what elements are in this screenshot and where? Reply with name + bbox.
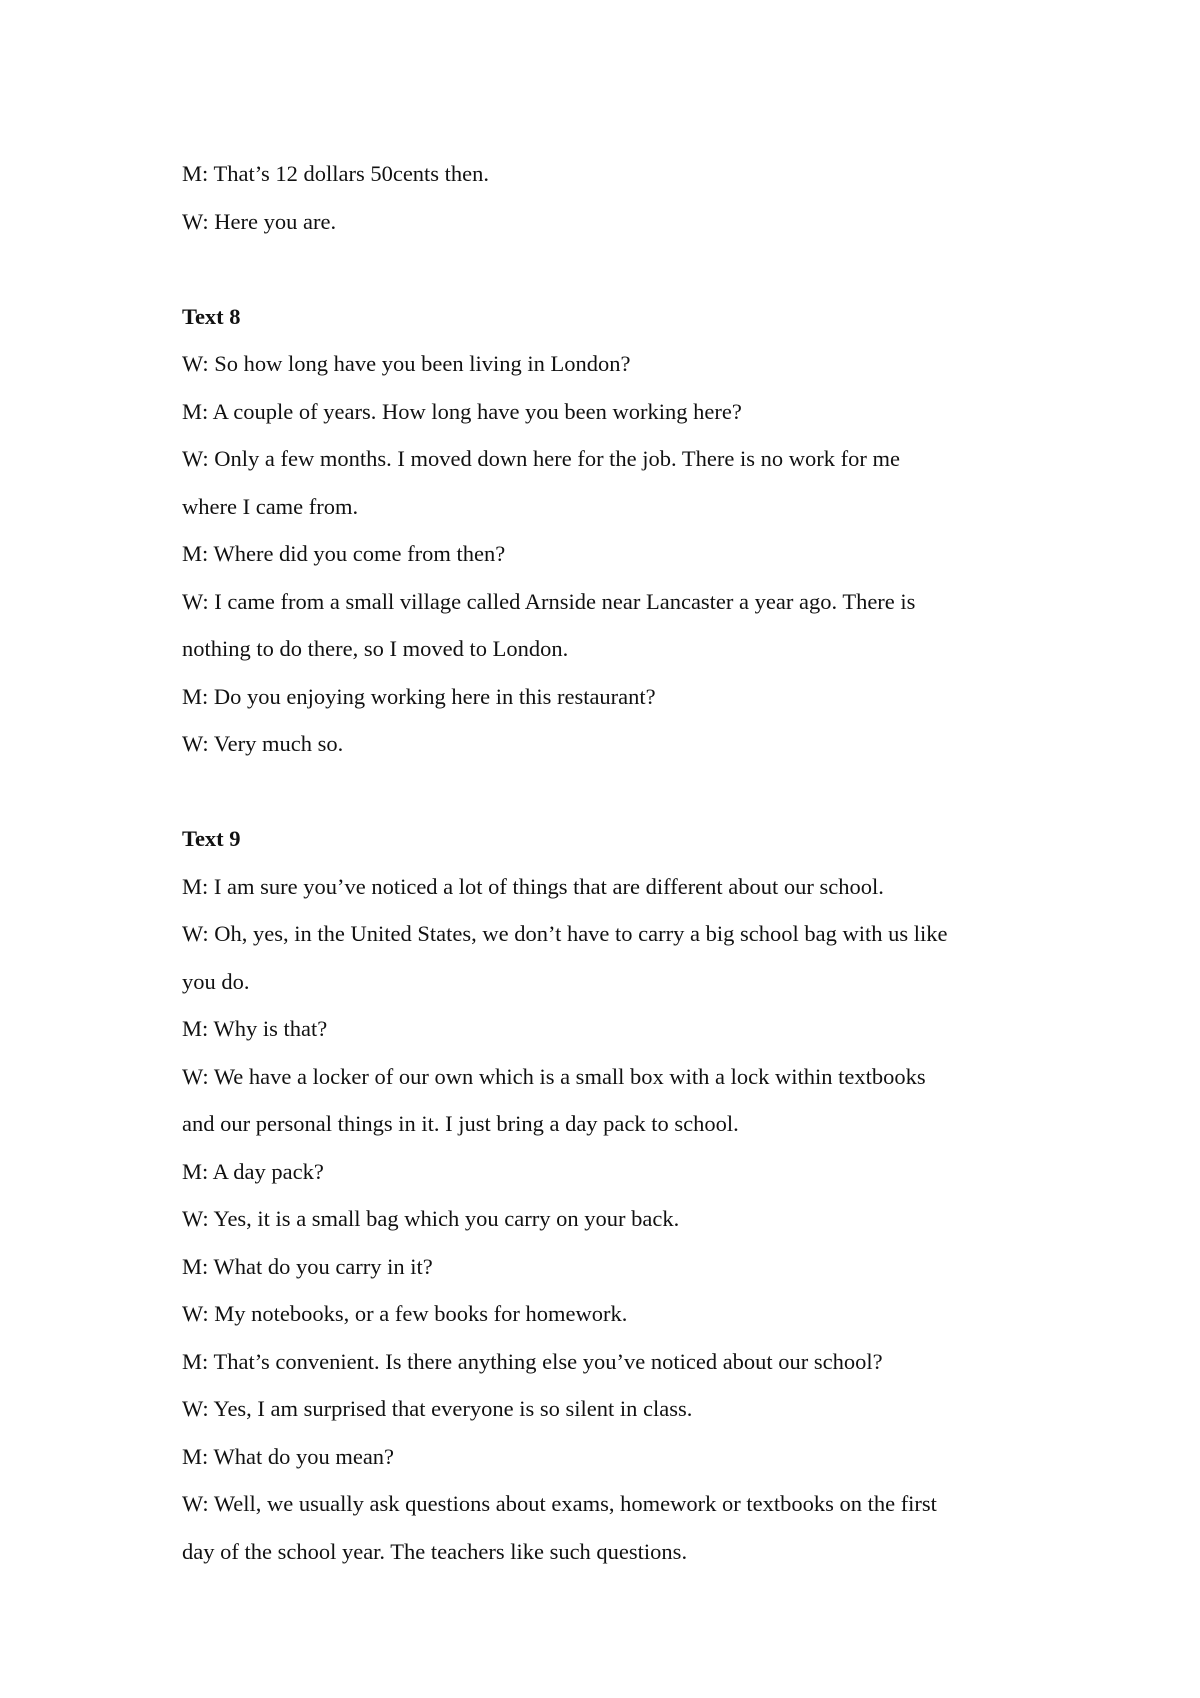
dialogue-line: W: Only a few months. I moved down here for the job. There is no work for me (182, 446, 900, 471)
section-spacer (182, 245, 1032, 293)
dialogue-line: W: Yes, it is a small bag which you carry on your back. (182, 1206, 680, 1231)
dialogue-line: W: Well, we usually ask questions about exams, homework or textbooks on the first (182, 1491, 937, 1516)
dialogue-line: where I came from. (182, 493, 359, 519)
dialogue-line: W: My notebooks, or a few books for homework. (182, 1301, 628, 1326)
transcript-body (182, 150, 1032, 1575)
dialogue-line: M: What do you mean? (182, 1443, 395, 1469)
dialogue-line: nothing to do there, so I moved to London. (182, 636, 569, 661)
dialogue-line: W: Yes, I am surprised that everyone is so silent in class. (182, 1396, 693, 1421)
dialogue-line: W: So how long have you been living in London? (182, 351, 631, 376)
dialogue-line: W: Here you are. (182, 208, 337, 234)
dialogue-line: M: Why is that? (182, 1016, 328, 1041)
dialogue-line: M: A day pack? (182, 1158, 324, 1184)
dialogue-line: M: That’s 12 dollars 50cents then. (182, 161, 490, 186)
section-heading-text-8: Text 8 (182, 303, 241, 329)
dialogue-line: day of the school year. The teachers like such questions. (182, 1538, 688, 1564)
dialogue-line: and our personal things in it. I just bring a day pack to school. (182, 1111, 739, 1136)
dialogue-line: M: What do you carry in it? (182, 1253, 433, 1279)
dialogue-line: you do. (182, 968, 250, 994)
dialogue-line: M: Do you enjoying working here in this restaurant? (182, 683, 656, 709)
dialogue-line: M: I am sure you’ve noticed a lot of things that are different about our school. (182, 873, 884, 899)
dialogue-line: M: Where did you come from then? (182, 541, 506, 566)
dialogue-line: W: Oh, yes, in the United States, we don’t have to carry a big school bag with us like (182, 921, 948, 946)
dialogue-line: M: A couple of years. How long have you been working here? (182, 398, 742, 424)
dialogue-line: W: I came from a small village called Arnside near Lancaster a year ago. There is (182, 588, 916, 614)
section-heading-text-9: Text 9 (182, 826, 241, 851)
dialogue-line: M: That’s convenient. Is there anything else you’ve noticed about our school? (182, 1348, 883, 1374)
dialogue-line: W: Very much so. (182, 731, 344, 756)
dialogue-line: W: We have a locker of our own which is a small box with a lock within textbooks (182, 1063, 926, 1089)
section-spacer (182, 768, 1032, 816)
